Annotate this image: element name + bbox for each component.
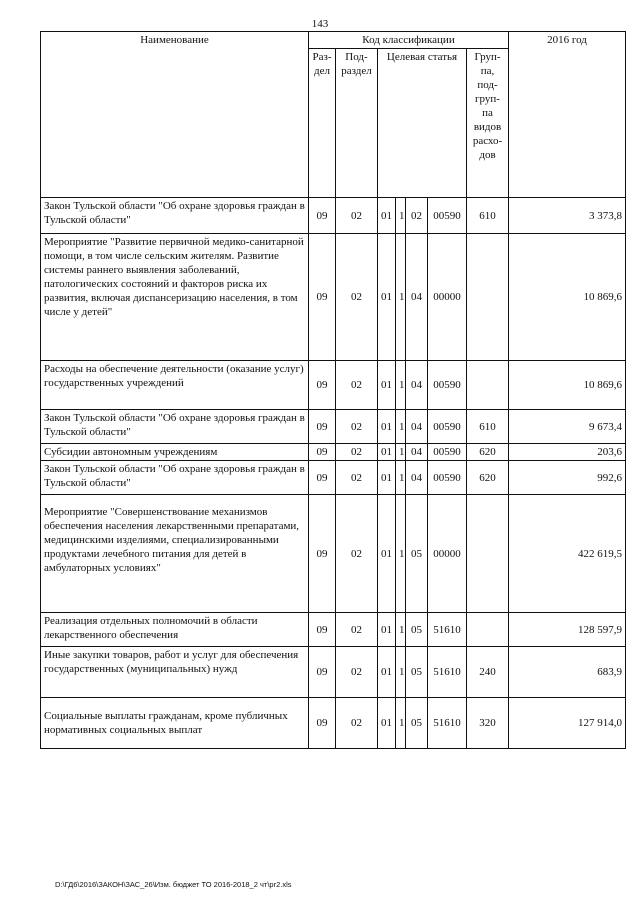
header-year: 2016 год [509,32,626,198]
row-podrazdel: 02 [336,234,378,361]
row-group: 620 [467,444,509,461]
row-group: 610 [467,198,509,234]
row-target-2: 1 [396,234,406,361]
row-target-1: 01 [378,495,396,613]
row-amount: 683,9 [509,647,626,698]
row-target-1: 01 [378,444,396,461]
row-group: 320 [467,698,509,749]
row-group [467,495,509,613]
table-row [41,234,626,361]
row-target-3: 05 [406,647,428,698]
row-group: 610 [467,410,509,444]
row-razdel: 09 [309,444,336,461]
row-target-2: 1 [396,461,406,495]
row-razdel: 09 [309,410,336,444]
row-target-2: 1 [396,410,406,444]
row-podrazdel: 02 [336,410,378,444]
header-group: Груп-па, под-груп-па видов расхо-дов [467,49,509,198]
row-podrazdel: 02 [336,461,378,495]
row-razdel: 09 [309,698,336,749]
row-target-4: 00590 [428,410,467,444]
row-razdel: 09 [309,234,336,361]
row-target-2: 1 [396,444,406,461]
row-name: Мероприятие "Совершенствование механизмов обеспечения населения лекарственными препаратами, медицинскими изделиями, специализированными продуктами лечебного питания для детей в амбулаторных условиях" [41,495,309,613]
row-target-3: 05 [406,613,428,647]
table-row [41,495,626,613]
row-target-4: 51610 [428,647,467,698]
row-amount: 128 597,9 [509,613,626,647]
header-razdel: Раз-дел [309,49,336,198]
row-target-4: 51610 [428,698,467,749]
row-target-3: 04 [406,234,428,361]
row-target-2: 1 [396,361,406,410]
row-podrazdel: 02 [336,495,378,613]
row-target-2: 1 [396,647,406,698]
row-amount: 3 373,8 [509,198,626,234]
row-podrazdel: 02 [336,647,378,698]
row-amount: 127 914,0 [509,698,626,749]
row-podrazdel: 02 [336,698,378,749]
row-target-3: 05 [406,698,428,749]
row-amount: 203,6 [509,444,626,461]
row-amount: 422 619,5 [509,495,626,613]
page-number: 143 [311,18,329,30]
row-target-3: 04 [406,444,428,461]
row-target-2: 1 [396,495,406,613]
file-path-footer: D:\ГД6\2016\ЗАКОН\ЗАС_26\Изм. бюджет ТО 2016-2018_2 чт\pr2.xls [55,880,292,889]
row-target-2: 1 [396,698,406,749]
row-target-1: 01 [378,361,396,410]
row-razdel: 09 [309,613,336,647]
row-name: Расходы на обеспечение деятельности (оказание услуг) государственных учреждений [41,361,309,410]
table-row [41,461,626,495]
row-razdel: 09 [309,461,336,495]
row-razdel: 09 [309,647,336,698]
row-group [467,613,509,647]
row-name: Реализация отдельных полномочий в области лекарственного обеспечения [41,613,309,647]
row-target-4: 51610 [428,613,467,647]
row-target-1: 01 [378,198,396,234]
row-razdel: 09 [309,361,336,410]
row-amount: 10 869,6 [509,361,626,410]
row-target-4: 00590 [428,461,467,495]
table-row [41,647,626,698]
row-target-4: 00000 [428,495,467,613]
row-podrazdel: 02 [336,361,378,410]
row-target-3: 04 [406,461,428,495]
row-group [467,361,509,410]
header-target: Целевая статья [378,49,467,198]
row-group: 620 [467,461,509,495]
row-podrazdel: 02 [336,444,378,461]
table-row [41,613,626,647]
row-name: Социальные выплаты гражданам, кроме публичных нормативных социальных выплат [41,698,309,749]
row-name: Иные закупки товаров, работ и услуг для обеспечения государственных (муниципальных) нужд [41,647,309,698]
header-podrazdel: Под-раздел [336,49,378,198]
row-target-3: 04 [406,410,428,444]
row-amount: 9 673,4 [509,410,626,444]
table-row [41,444,626,461]
row-amount: 992,6 [509,461,626,495]
row-group [467,234,509,361]
row-target-3: 05 [406,495,428,613]
row-target-1: 01 [378,410,396,444]
row-target-1: 01 [378,461,396,495]
table-row [41,361,626,410]
row-target-3: 04 [406,361,428,410]
row-group: 240 [467,647,509,698]
header-name: Наименование [41,32,309,198]
row-target-2: 1 [396,613,406,647]
table-row [41,410,626,444]
row-target-4: 00590 [428,444,467,461]
row-name: Закон Тульской области "Об охране здоровья граждан в Тульской области" [41,461,309,495]
row-amount: 10 869,6 [509,234,626,361]
row-target-4: 00000 [428,234,467,361]
row-target-1: 01 [378,647,396,698]
row-target-1: 01 [378,234,396,361]
row-name: Закон Тульской области "Об охране здоровья граждан в Тульской области" [41,198,309,234]
row-name: Субсидии автономным учреждениям [41,444,309,461]
table-row [41,198,626,234]
row-target-3: 02 [406,198,428,234]
header-classification: Код классификации [309,32,509,49]
row-target-4: 00590 [428,361,467,410]
row-target-2: 1 [396,198,406,234]
row-name: Мероприятие "Развитие первичной медико-санитарной помощи, в том числе сельским жителям. Развитие системы раннего выявления заболеваний, патологических состояний и факторов риска их развития, включая диспансеризацию населения, в том числе у детей" [41,234,309,361]
row-podrazdel: 02 [336,613,378,647]
table-row [41,698,626,749]
budget-table [40,31,626,749]
row-target-1: 01 [378,698,396,749]
row-target-1: 01 [378,613,396,647]
row-target-4: 00590 [428,198,467,234]
row-name: Закон Тульской области "Об охране здоровья граждан в Тульской области" [41,410,309,444]
row-razdel: 09 [309,198,336,234]
row-podrazdel: 02 [336,198,378,234]
row-razdel: 09 [309,495,336,613]
